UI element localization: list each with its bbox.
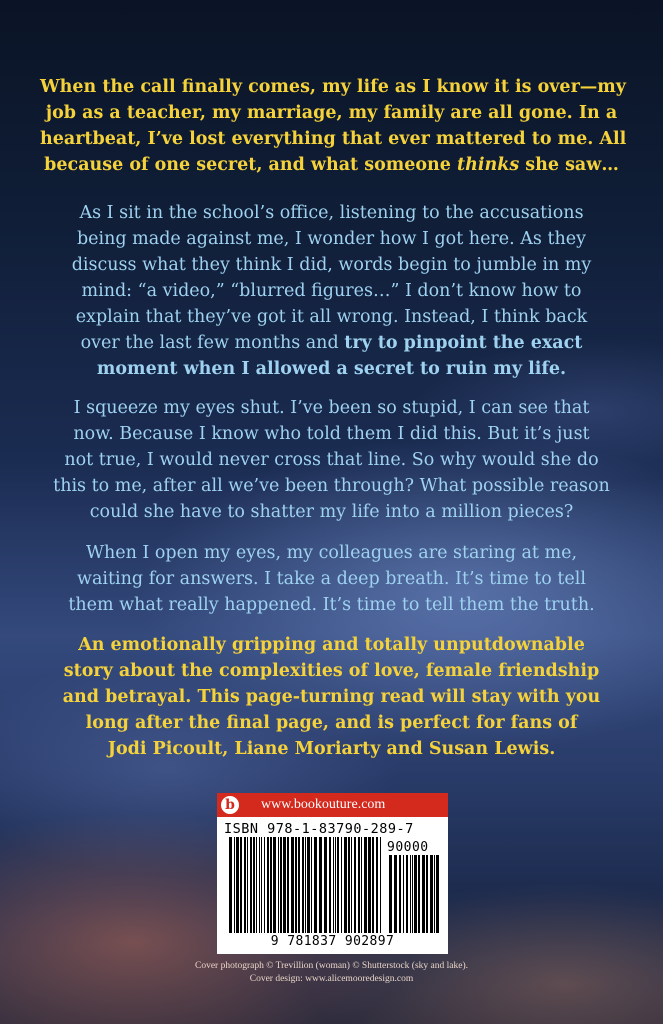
barcode-bar (240, 837, 242, 933)
barcode-bar (229, 837, 232, 933)
barcode-bar (270, 837, 272, 933)
intro-line (40, 152, 623, 178)
blurb-paragraph (40, 200, 623, 382)
cover-credits (40, 960, 623, 986)
blurb-paragraph (40, 395, 623, 525)
intro-text: she saw… (519, 155, 619, 175)
publisher-url: www.bookouture.com (261, 797, 386, 812)
barcode-bar (354, 837, 356, 933)
blurb-line: waiting for answers. I take a deep breath. It’s time to tell (77, 569, 586, 589)
barcode-digits: 9 781837 902897 (270, 934, 395, 949)
blurb-line: When I open my eyes, my colleagues are staring at me, (85, 543, 578, 563)
barcode-bar (394, 855, 397, 933)
barcode-panel (217, 793, 448, 954)
barcode-bar (234, 837, 235, 933)
barcode-bar (273, 837, 276, 933)
isbn-label: ISBN 978-1-83790-289-7 (224, 821, 414, 837)
tagline-line: long after the final page, and is perfect for fans of (85, 713, 578, 733)
barcode-bar (344, 837, 347, 933)
blurb-line (40, 356, 623, 382)
barcode-bar (412, 855, 413, 933)
barcode-bar (247, 837, 248, 933)
blurb-emphasis: moment when I allowed a secret to ruin my life. (96, 359, 567, 379)
barcode-bar (418, 855, 420, 933)
blurb-line: As I sit in the school’s office, listening to the accusations (79, 203, 584, 223)
barcode-bar (307, 837, 310, 933)
barcode-bar (319, 837, 322, 933)
blurb-line: could she have to shatter my life into a million pieces? (89, 502, 574, 522)
barcode-bar (305, 837, 306, 933)
publisher-logo-icon: b (221, 796, 239, 814)
barcode-bar (364, 837, 367, 933)
barcode-bar (410, 855, 411, 933)
tagline-line: Jodi Picoult, Liane Moriarty and Susan Lewis. (107, 739, 556, 759)
barcode-bar (302, 837, 304, 933)
barcode-bar (358, 837, 360, 933)
barcode-bar (250, 837, 252, 933)
blurb-line: this to me, after all we’ve been through? What possible reason (53, 476, 610, 496)
intro-text: because of one secret, and what someone (44, 155, 458, 175)
barcode-bar (361, 837, 362, 933)
barcode-bar (283, 837, 286, 933)
barcode-bar (341, 837, 342, 933)
blurb-line: now. Because I know who told them I did this. But it’s just (73, 424, 590, 444)
barcode-bar (389, 855, 392, 933)
intro-emphasis: thinks (457, 155, 520, 175)
blurb-line: not true, I would never cross that line. So why would she do (64, 450, 599, 470)
barcode-bar (278, 837, 279, 933)
barcode-bar (348, 837, 350, 933)
blurb-line: explain that they’ve got it all wrong. Instead, I think back (75, 307, 588, 327)
barcode-bar (259, 837, 260, 933)
barcode-bar (335, 837, 336, 933)
barcode-bar (406, 855, 408, 933)
intro-paragraph (40, 74, 627, 178)
barcode-bar (434, 855, 435, 933)
barcode-bar (324, 837, 327, 933)
barcode-bar (253, 837, 255, 933)
barcode-bar (311, 837, 312, 933)
barcode-bar (295, 837, 297, 933)
intro-line: When the call finally comes, my life as I know it is over—my (40, 77, 626, 97)
barcode-bar (372, 837, 374, 933)
blurb-text: over the last few months and (80, 333, 345, 353)
blurb-line: them what really happened. It’s time to tell them the truth. (68, 595, 595, 615)
barcode-bar (256, 837, 257, 933)
credit-line: Cover design: www.alicemooredesign.com (249, 974, 414, 984)
blurb-line: mind: “a video,” “blurred figures…” I don’t know how to (81, 281, 582, 301)
barcode-bar (329, 837, 331, 933)
barcode-bar (287, 837, 289, 933)
blurb-line: discuss what they think I did, words begin to jumble in my (71, 255, 592, 275)
publisher-bar (217, 793, 448, 817)
barcode-bar (261, 837, 262, 933)
barcode-bar (298, 837, 300, 933)
barcode-bar (399, 855, 401, 933)
barcode-bar (280, 837, 282, 933)
barcode-bar (403, 855, 404, 933)
intro-line: heartbeat, I’ve lost everything that ever mattered to me. All (40, 129, 627, 149)
barcode-bar (337, 837, 339, 933)
barcode-bar (380, 837, 381, 933)
blurb-emphasis: try to pinpoint the exact (344, 333, 583, 353)
credit-line: Cover photograph © Trevillion (woman) © Shutterstock (sky and lake). (194, 961, 468, 971)
barcode-bar (426, 855, 428, 933)
barcode-bar (333, 837, 334, 933)
barcode-bar (291, 837, 294, 933)
intro-line: job as a teacher, my marriage, my family are all gone. In a (45, 103, 618, 123)
barcode-bar (414, 855, 417, 933)
barcode-bar (314, 837, 317, 933)
isbn-barcode (229, 837, 385, 933)
blurb-paragraph (40, 540, 623, 618)
barcode-bar (264, 837, 265, 933)
barcode-bar (236, 837, 239, 933)
barcode-bar (376, 837, 378, 933)
barcode-bar (368, 837, 371, 933)
barcode-bar (430, 855, 433, 933)
barcode-bar (351, 837, 352, 933)
barcode-bar (422, 855, 425, 933)
barcode-bar (267, 837, 269, 933)
tagline-line: story about the complexities of love, female friendship (63, 661, 600, 681)
price-barcode (389, 855, 439, 933)
blurb-line: I squeeze my eyes shut. I’ve been so stupid, I can see that (73, 398, 590, 418)
blurb-line: being made against me, I wonder how I got here. As they (76, 229, 587, 249)
barcode-bar (244, 837, 246, 933)
barcode-bar (436, 855, 439, 933)
tagline-line: and betrayal. This page-turning read will stay with you (62, 687, 601, 707)
blurb-line (40, 330, 623, 356)
price-code: 90000 (387, 840, 429, 855)
tagline-line: An emotionally gripping and totally unputdownable (78, 635, 585, 655)
tagline-paragraph (40, 632, 623, 762)
